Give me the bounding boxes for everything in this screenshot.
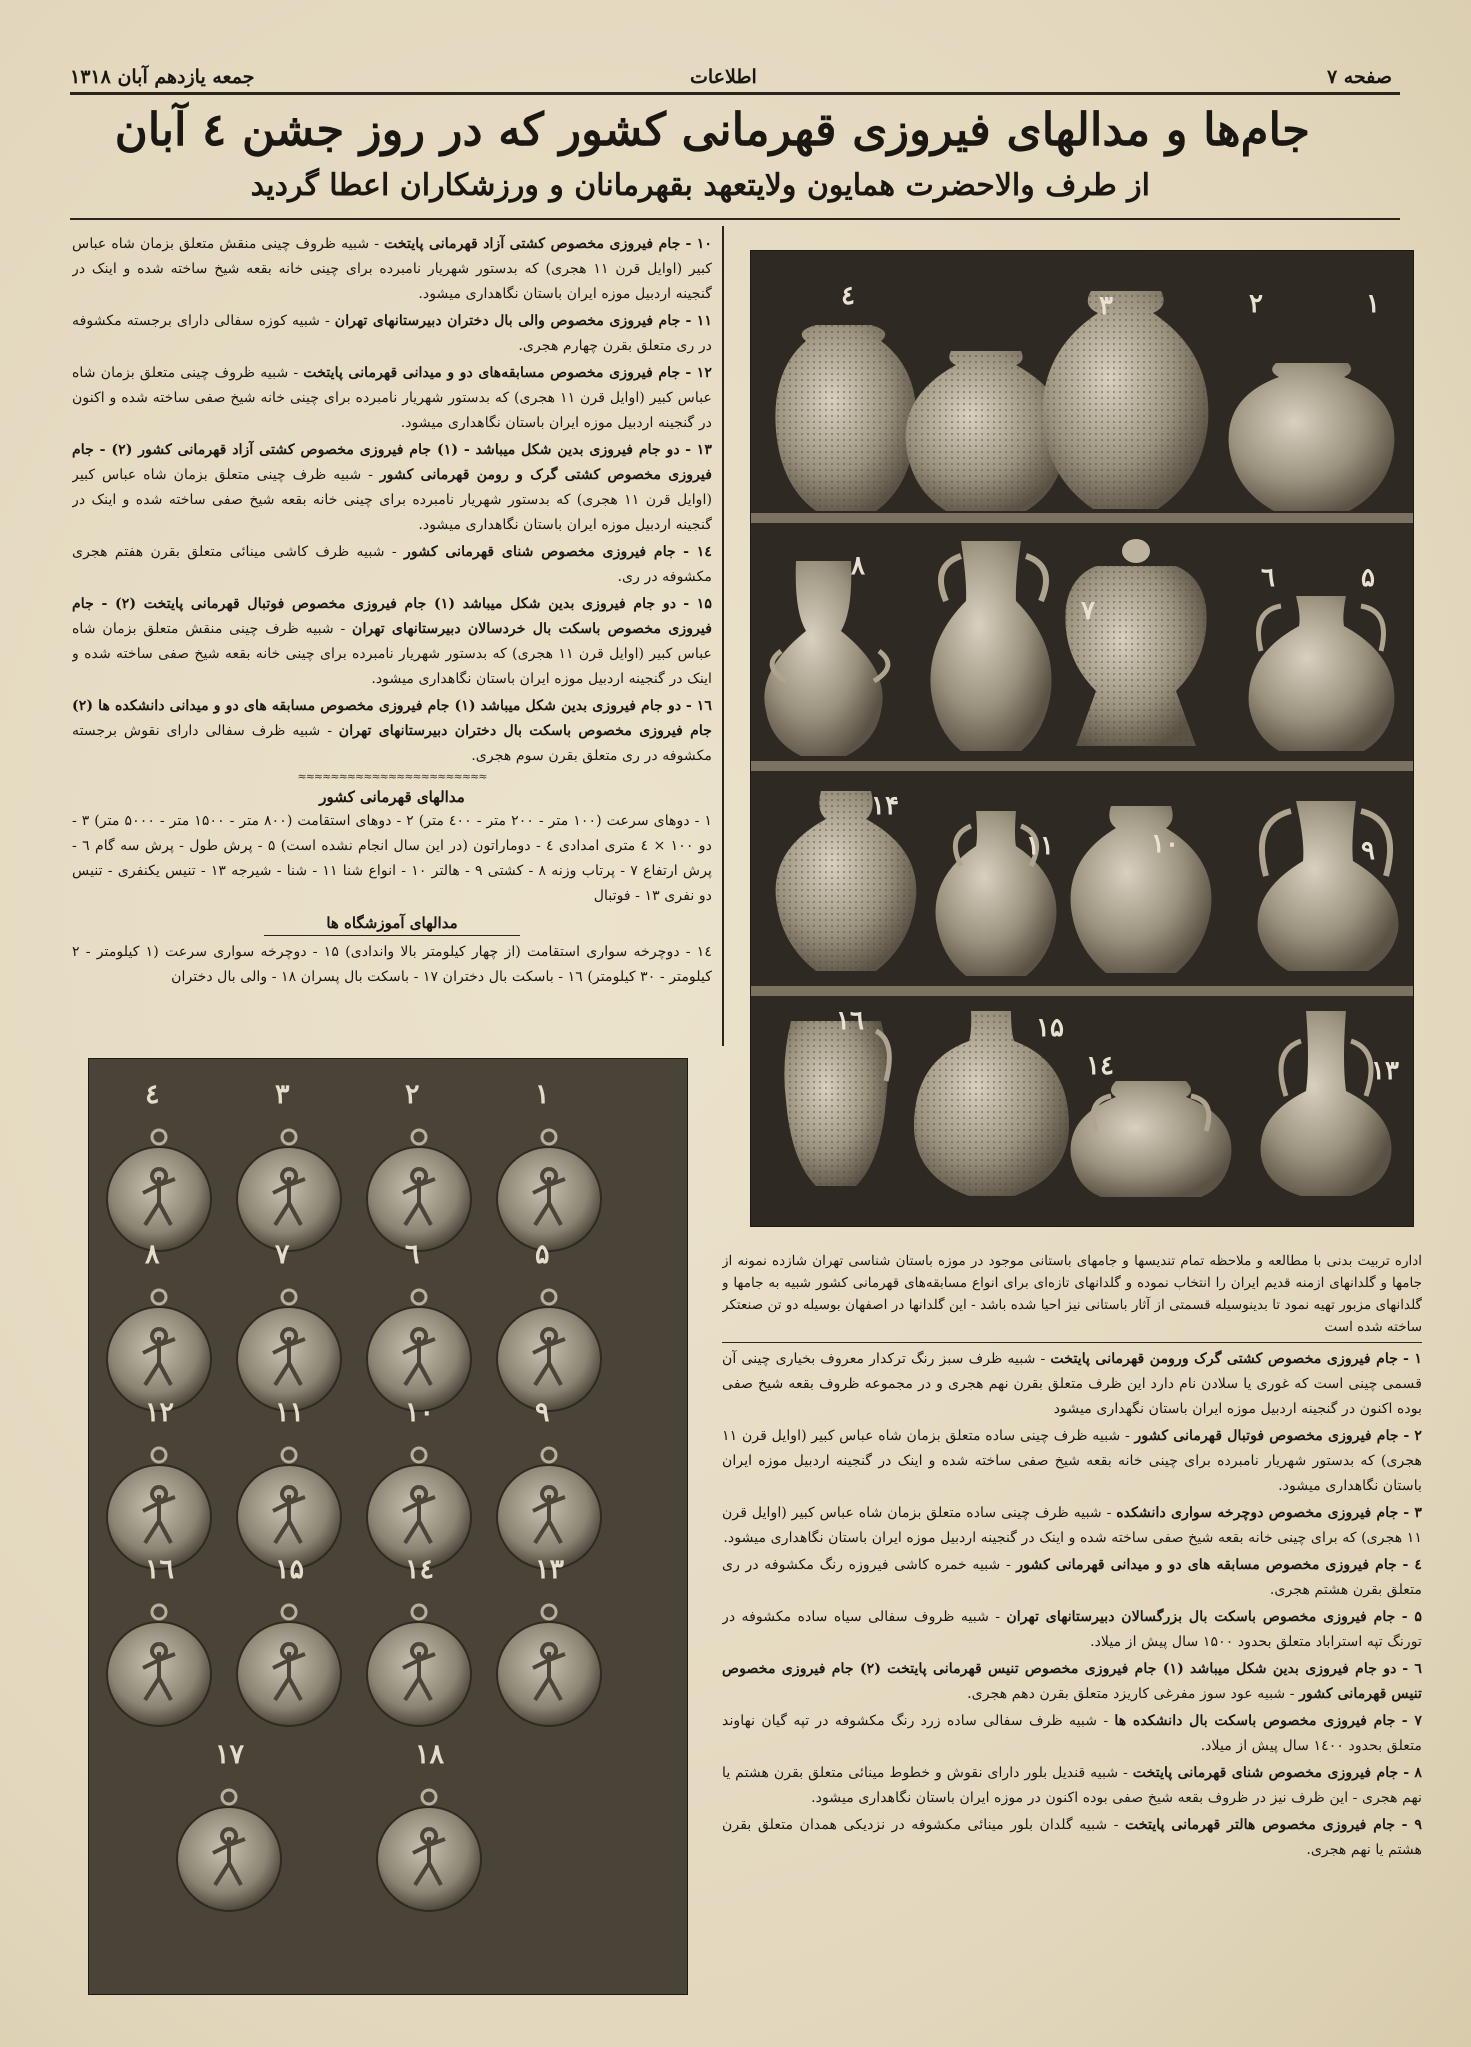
left-items [72,232,712,769]
vase-number-label: ۱۰ [1151,829,1179,859]
right-item [722,1761,1422,1811]
item-description: - شبیه ظروف چینی منقش متعلق بزمان شاه عباس کبیر (اوایل قرن ۱۱ هجری) که بدستور شهریار نامبرده برای چینی خانه بقعه شیخ ساخته شده و اینک در گنجینه اردبیل موزه ایران باستان نگاهداری میشود. [72,236,712,302]
item-description: - شبیه کوزه سفالی دارای برجسته مکشوفه در ری متعلق بقرن چهارم هجری. [72,313,712,354]
right-item [722,1347,1422,1422]
vase-number-label: ۵ [1361,563,1375,593]
item-title: جام فیروزی مخصوص مسابقه های دو و میدانی قهرمانی کشور [1016,1557,1397,1573]
trophies-photo [750,250,1414,1227]
item-title: جام فیروزی مخصوص دوچرخه سواری دانشکده [1116,1505,1399,1521]
vase-number-label: ۳ [1099,291,1113,321]
item-title: دو جام فیروزی بدین شکل میباشد (۱) جام فیروزی مخصوص مسابقه های دو و میدانی دانشکده ها (۲) جام فیروزی مخصوص باسکت بال دختران دبیرستانهای تهران [72,698,712,739]
medal-number-label: ۲ [405,1079,420,1110]
medal-number-label: ۱۵ [275,1554,305,1585]
header-rule [70,92,1400,95]
item-description: - شبیه عود سوز مفرغی کاریزد متعلق بقرن دهم هجری. [967,1686,1300,1702]
right-items [722,1347,1422,1863]
item-title: دو جام فیروزی بدین شکل میباشد - (۱) جام فیروزی مخصوص کشتی آزاد قهرمانی کشور (۲) - جام فیروزی مخصوص کشتی گرک و رومن قهرمانی کشور [72,442,712,483]
right-item [722,1605,1422,1655]
vase-number-label: ۱۴ [871,791,899,821]
page-header [70,62,1400,92]
right-item [722,1553,1422,1603]
medal-number-label: ۱٤ [405,1554,435,1585]
medal-number-label: ٤ [145,1079,160,1110]
vase-number-label: ۱۱ [1026,831,1054,861]
vase-number-label: ٤ [841,281,855,311]
medal-number-label: ۹ [535,1397,550,1428]
right-item [722,1424,1422,1499]
item-number: ۱۰ - [685,236,712,252]
left-item [72,232,712,307]
medal-number-label: ۱ [535,1079,550,1110]
medal-number-label: ۷ [275,1239,290,1270]
medal-number-label: ۱۳ [535,1554,565,1585]
right-text-column [722,1250,1422,2030]
left-item [72,540,712,590]
right-intro: اداره تربیت بدنی با مطالعه و ملاحظه تمام تندیسها و جامهای باستانی موجود در موزه باستان شناسی تهران شازده نمونه از جامها و گلدانهای ازمنه قدیم ایران را انتخاب نموده و گلدانهای تازه‌ای برای انواع مسابقه‌های قهرمانی کشور شبیه به جامها و گلدانهای مزبور تهیه نمود تا بدینوسیله قسمتی از آثار باستانی نیز احیا شده باشد - این گلدانها در اصفهان بوسیله دو تن صنعتکر ساخته شده است [722,1253,1422,1335]
item-number: ۳ - [1403,1505,1422,1521]
item-title: جام فیروزی مخصوص شنای قهرمانی پایتخت [1132,1765,1399,1781]
subheadline: از طرف والاحضرت همایون ولایتعهد بقهرمانان و ورزشکاران اعطا گردید [250,168,1150,203]
medal-number-label: ۱۱ [275,1397,305,1428]
newspaper-name: اطلاعات [690,66,757,88]
vase-number-label: ۹ [1361,836,1375,866]
medals-school-text: ۱٤ - دوچرخه سواری استقامت (از چهار کیلومتر بالا واندادی) ۱۵ - دوچرخه سواری سرعت (۱ کیلومتر - ۲ کیلومتر - ۳۰ کیلومتر) ۱٦ - باسکت بال دختران ۱۷ - باسکت بال پسران ۱۸ - والی بال دختران [72,944,712,985]
item-number: ٤ - [1402,1557,1422,1573]
item-title: جام فیروزی مخصوص والی بال دختران دبیرستانهای تهران [334,313,681,329]
right-item [722,1501,1422,1551]
item-title: جام فیروزی مخصوص کشتی گرک ورومن قهرمانی پایتخت [1050,1351,1398,1367]
item-description: - شبیه ظرف چینی متعلق بزمان شاه عباس کبیر (اوایل قرن ۱۱ هجری) که بدستور شهریار نامبرده برای چینی خانه بقعه شیخ صفی ساخته شده و اینک در گنجینه اردبیل موزه ایران باستان نگاهداری میشود. [72,467,712,533]
medal-number-label: ۱۲ [145,1397,175,1428]
item-description: - شبیه ظرف سفالی ساده زرد رنگ مکشوفه در تپه گیان نهاوند متعلق بحدود ۱٤۰۰ سال پیش از میلاد. [722,1713,1422,1754]
left-text-column [72,232,712,1032]
small-rule [264,935,520,936]
item-number: ٦ - [1402,1661,1422,1677]
shelf-3 [751,986,1413,996]
item-description: - شبیه ظرف سبز رنگ ترکدار معروف بخیاری چینی آن قسمی چینی است که غوری یا سلادن نام دارد این ظرف متعلق بقرن نهم هجری و در مجموعه ظروف بقعه شیخ صفی بوده اکنون در گنجینه اردبیل موزه ایران باستان نگهداری میشود [722,1351,1422,1417]
item-title: جام فیروزی مخصوص فوتبال قهرمانی کشور [1134,1428,1399,1444]
medals-illustration [89,1059,687,1994]
item-description: - شبیه ظرف چینی منقش متعلق بزمان شاه عباس کبیر (اوایل قرن ۱۱ هجری) که بدستور شهریار نامبرده برای چینی خانه بقعه شیخ صفی ساخته شده و اینک در گنجینه اردبیل موزه ایران باستان نگاهداری میشود. [72,621,712,687]
item-description: - شبیه ظرف سفالی دارای نقوش برجسته مکشوفه در ری متعلق بقرن سوم هجری. [72,723,712,764]
medal-number-label: ۱٦ [145,1554,175,1585]
ornament-divider: ≈≈≈≈≈≈≈≈≈≈≈≈≈≈≈≈≈≈≈≈≈≈≈ [297,770,487,783]
medals-country-heading: مدالهای قهرمانی کشور [319,788,465,806]
vase-number-label: ۱٤ [1086,1051,1114,1081]
medals-photo [88,1058,688,1995]
left-item [72,361,712,436]
left-item [72,438,712,538]
intro-rule [722,1342,1422,1343]
right-item [722,1813,1422,1863]
item-title: دو جام فیروزی بدین شکل میباشد (۱) جام فیروزی مخصوص فوتبال قهرمانی پایتخت (۲) - جام فیروزی مخصوص باسکت بال خردسالان دبیرستانهای تهران [72,596,712,637]
item-description: - شبیه ظرف چینی ساده متعلق بزمان شاه عباس کبیر (اوایل قرن ۱۱ هجری) که برای چینی خانه بقعه شیخ صفی ساخته شده و اینک در گنجینه اردبیل موزه ایران باستان نگاهداری میشود. [722,1505,1422,1546]
item-number: ۱۱ - [685,313,712,329]
item-title: جام فیروزی مخصوص باسکت بال دانشکده ها [1114,1713,1396,1729]
vase-number-label: ۷ [1081,596,1095,626]
item-description: - شبیه قندیل بلور دارای نقوش و خطوط مینائی متعلق بقرن هشتم یا نهم هجری - این ظرف نیز در ظروف بقعه شیخ صفی بوده اکنون در موزه ایران باستان نگاهداری میشود. [722,1765,1422,1806]
vase-number-label: ۲ [1249,289,1263,319]
medal-number-label: ۳ [275,1079,290,1110]
vase-number-label: ۱۳ [1371,1056,1399,1086]
column-divider [722,226,724,1046]
item-number: ۸ - [1403,1765,1422,1781]
issue-date: جمعه یازدهم آبان ۱۳۱۸ [70,66,255,88]
vase-number-label: ۱ [1366,289,1380,319]
item-title: جام فیروزی مخصوص شنای قهرمانی کشور [404,544,676,560]
item-number: ۱٤ - [683,544,712,560]
item-description: - شبیه ظرف کاشی مینائی متعلق بقرن هفتم هجری مکشوفه در ری. [72,544,712,585]
page-number: صفحه ۷ [1326,66,1392,88]
medals-school-heading: مدالهای آموزشگاه ها [326,914,458,932]
medal-number-label: ۱۸ [415,1739,445,1770]
item-number: ۷ - [1401,1713,1422,1729]
left-item [72,592,712,692]
medal-number-label: ۸ [145,1239,160,1270]
item-title: دو جام فیروزی بدین شکل میباشد (۱) جام فیروزی مخصوص تنیس قهرمانی پایتخت (۲) جام فیروزی مخصوص تنیس قهرمانی کشور [722,1661,1422,1702]
headline: جام‌ها و مدالهای فیروزی قهرمانی کشور که در روز جشن ٤ آبان [114,103,1310,156]
item-title: جام فیروزی مخصوص کشتی آزاد قهرمانی پایتخت [383,236,681,252]
item-description: - شبیه ظروف چینی متعلق بزمان شاه عباس کبیر (اوایل قرن ۱۱ هجری) که بدستور شهریار نامبرده برای چینی خانه شیخ صفی ساخته شده و اکنون در گنجینه اردبیل موزه ایران باستان نگاهداری میشود. [72,365,712,431]
vase-number-label: ٦ [1261,563,1275,593]
item-number: ۵ - [1401,1609,1422,1625]
headline-rule [70,218,1400,220]
item-number: ۹ - [1401,1817,1422,1833]
item-description: - شبیه خمره کاشی فیروزه رنگ مکشوفه در ری متعلق بقرن هشتم هجری. [722,1557,1422,1598]
item-number: ۱ - [1403,1351,1422,1367]
item-title: جام فیروزی مخصوص باسکت بال بزرگسالان دبیرستانهای تهران [1006,1609,1396,1625]
item-number: ۱۲ - [685,365,712,381]
item-number: ۱۵ - [683,596,712,612]
medal-number-label: ۵ [535,1239,550,1270]
shelf-2 [751,761,1413,771]
item-description: - شبیه ظرف چینی ساده متعلق بزمان شاه عباس کبیر (اوایل قرن ۱۱ هجری) که بدستور شهریار نامبرده برای چینی خانه بقعه شیخ صفی ساخته شده و اینک در گنجینه اردبیل موزه ایران باستان نگاهداری میشود. [722,1428,1422,1494]
item-title: جام فیروزی مخصوص هالتر قهرمانی پایتخت [1124,1817,1396,1833]
medals-country-text: ۱ - دوهای سرعت (۱۰۰ متر - ۲۰۰ متر - ٤۰۰ متر) ۲ - دوهای استقامت (۸۰۰ متر - ۱۵۰۰ متر - ۵۰۰۰ متر) ۳ - دو ۱۰۰ × ٤ متری امدادی ٤ - دوماراتون (در این سال انجام نشده است) ۵ - پرش طول - پرش سه گام ٦ - پرش ارتفاع ۷ - پرتاب وزنه ۸ - کشتی ۹ - هالتر ۱۰ - انواع شنا ۱۱ - شنا - شیرجه ۱۳ - تنیس یکنفری - تنیس دو نفری ۱۳ - فوتبال [72,813,712,904]
vase-number-label: ۱٦ [836,1006,864,1036]
medal-number-label: ۱۰ [405,1397,435,1428]
left-item [72,309,712,359]
item-number: ۱٦ - [685,698,712,714]
left-item [72,694,712,769]
item-description: - شبیه گلدان بلور مینائی مکشوفه در نزدیکی همدان متعلق بقرن هشتم یا نهم هجری. [722,1817,1422,1858]
item-title: جام فیروزی مخصوص مسابقه‌های دو و میدانی قهرمانی پایتخت [303,365,681,381]
trophies-illustration [751,251,1413,1226]
shelf-1 [751,513,1413,523]
right-item [722,1709,1422,1759]
medal-number-label: ٦ [405,1239,420,1270]
item-description: - شبیه ظروف سفالی سیاه ساده مکشوفه در تورنگ تپه استراباد متعلق بحدود ۱۵۰۰ سال پیش از میلاد. [722,1609,1422,1650]
right-item [722,1657,1422,1707]
medal-number-label: ۱۷ [215,1739,245,1770]
vase-number-label: ۱۵ [1036,1013,1064,1043]
item-number: ۱۳ - [685,442,712,458]
item-number: ۲ - [1403,1428,1422,1444]
vase-number-label: ۸ [851,551,865,581]
